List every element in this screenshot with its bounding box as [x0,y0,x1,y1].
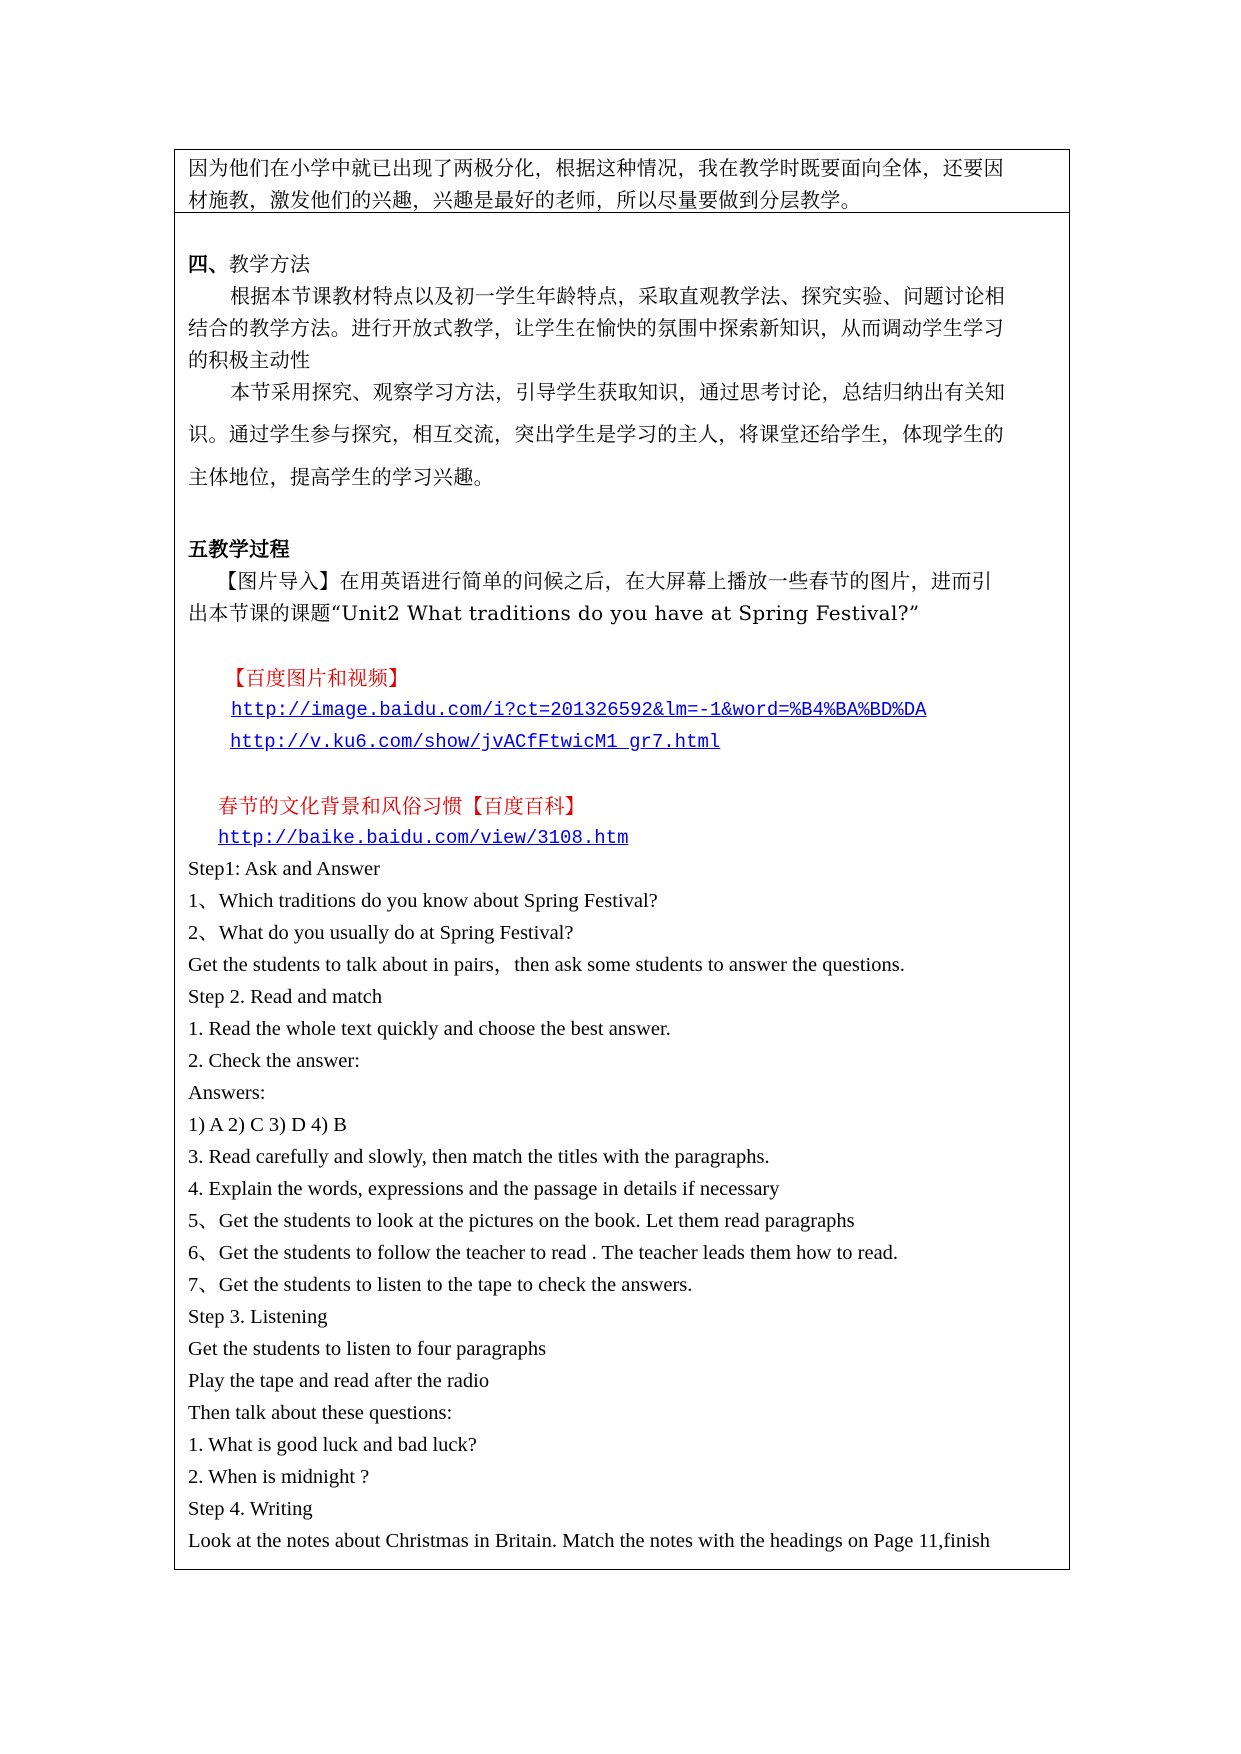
text-line: 因为他们在小学中就已出现了两极分化，根据这种情况，我在教学时既要面向全体，还要因 [188,156,1004,180]
step-line: 6、Get the students to follow the teacher to read . The teacher leads them how to read. [188,1242,899,1264]
step-line: 1. Read the whole text quickly and choose the best answer. [188,1018,671,1040]
resource-title-baidu-baike: 春节的文化背景和风俗习惯【百度百科】 [218,794,586,818]
step-line: Get the students to talk about in pairs，then ask some students to answer the questions. [188,954,905,976]
step-line: Step 3. Listening [188,1306,328,1328]
text-line: 主体地位，提高学生的学习兴趣。 [188,465,494,489]
step-line: Step 4. Writing [188,1498,313,1520]
text-line: 出本节课的课题“Unit2 What traditions do you have at Spring Festival?” [188,601,920,625]
section-heading-teaching-process: 五教学过程 [188,537,290,561]
step-line: Look at the notes about Christmas in Britain. Match the notes with the headings on Page 11,finish [188,1530,991,1552]
text-line: 【图片导入】在用英语进行简单的问候之后，在大屏幕上播放一些春节的图片，进而引 [217,569,993,593]
step-line: 2. Check the answer: [188,1050,360,1072]
heading-number: 四、 [188,252,229,276]
step-line: 2. When is midnight ? [188,1466,370,1488]
step-line: 7、Get the students to listen to the tape to check the answers. [188,1274,693,1296]
resource-title-baidu-images: 【百度图片和视频】 [225,666,409,690]
resource-link-baidu-image[interactable]: http://image.baidu.com/i?ct=201326592&lm=-1&word=%B4%BA%BD%DA [231,699,927,721]
text-line: 材施教，激发他们的兴趣，兴趣是最好的老师，所以尽量要做到分层教学。 [188,188,862,212]
step-line: Play the tape and read after the radio [188,1370,490,1392]
step-line: 2、What do you usually do at Spring Festival? [188,922,574,944]
section-heading-teaching-methods [188,248,1059,280]
step-line: Get the students to listen to four paragraphs [188,1338,547,1360]
step-line: 3. Read carefully and slowly, then match the titles with the paragraphs. [188,1146,770,1168]
step-line: Answers: [188,1082,266,1104]
step-line: 1) A 2) C 3) D 4) B [188,1114,347,1136]
step-line: Step 2. Read and match [188,986,383,1008]
step-line: 1. What is good luck and bad luck? [188,1434,477,1456]
text-line: 本节采用探究、观察学习方法，引导学生获取知识，通过思考讨论，总结归纳出有关知 [230,380,1006,404]
resource-link-baidu-baike[interactable]: http://baike.baidu.com/view/3108.htm [218,827,629,849]
text-line: 的积极主动性 [188,348,311,372]
step-line: Step1: Ask and Answer [188,858,380,880]
text-line: 识。通过学生参与探究，相互交流，突出学生是学习的主人，将课堂还给学生，体现学生的 [188,422,1004,446]
step-line: 5、Get the students to look at the pictures on the book. Let them read paragraphs [188,1210,855,1232]
step-line: 1、Which traditions do you know about Spring Festival? [188,890,658,912]
step-line: Then talk about these questions: [188,1402,453,1424]
text-line: 根据本节课教材特点以及初一学生年龄特点，采取直观教学法、探究实验、问题讨论相 [230,284,1006,308]
table-cell-main [174,212,1070,1570]
heading-text: 教学方法 [228,252,311,276]
resource-link-ku6-video[interactable]: http://v.ku6.com/show/jvACfFtwicM1_gr7.html [230,731,721,753]
step-line: 4. Explain the words, expressions and the passage in details if necessary [188,1178,780,1200]
text-line: 结合的教学方法。进行开放式教学，让学生在愉快的氛围中探索新知识，从而调动学生学习 [188,316,1004,340]
table-cell-continuation [174,149,1070,213]
